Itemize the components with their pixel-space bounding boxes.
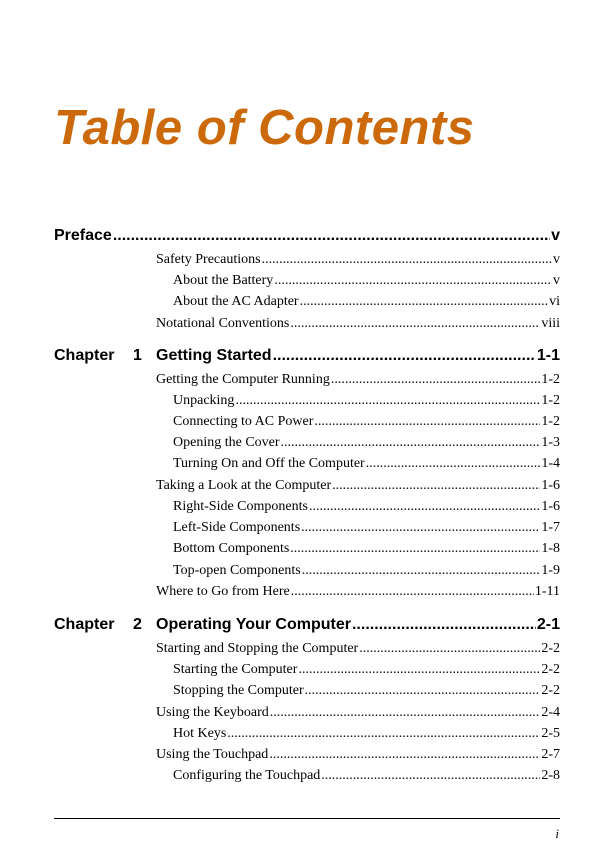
dot-leader <box>366 456 541 472</box>
toc-entry[interactable] <box>173 520 560 536</box>
toc-entry-page: v <box>553 273 560 288</box>
toc-entry-page: 1-9 <box>541 563 560 578</box>
toc-entry-label: About the AC Adapter <box>173 294 299 309</box>
toc-entry-page: 2-8 <box>541 768 560 783</box>
toc-entry[interactable] <box>173 662 560 678</box>
toc-entry-page: 1-6 <box>541 499 560 514</box>
toc-entry-page: 2-2 <box>541 683 560 698</box>
toc-entry[interactable] <box>156 316 560 332</box>
toc-entry[interactable] <box>173 435 560 451</box>
toc-entry-page: viii <box>541 316 560 331</box>
toc-entry-page: 1-8 <box>541 541 560 556</box>
page-title: Table of Contents <box>54 101 475 155</box>
dot-leader <box>331 372 541 388</box>
toc-entry-preface[interactable] <box>54 227 560 245</box>
toc-entry-label: Using the Touchpad <box>156 747 269 762</box>
chapter-prefix: Chapter <box>54 347 115 364</box>
toc-entry-page: 1-2 <box>541 372 560 387</box>
toc-entry-label: Taking a Look at the Computer <box>156 478 332 493</box>
toc-entry-label: Getting Started <box>156 347 272 364</box>
dot-leader <box>359 641 540 657</box>
toc-entry-label: Where to Go from Here <box>156 584 290 599</box>
toc-entry[interactable] <box>156 705 560 721</box>
toc-entry-chapter-1[interactable] <box>156 347 560 365</box>
dot-leader <box>262 252 552 268</box>
toc-entry-label: Connecting to AC Power <box>173 414 314 429</box>
toc-entry[interactable] <box>156 747 560 763</box>
toc-entry-label: Unpacking <box>173 393 235 408</box>
dot-leader <box>270 705 541 721</box>
toc-entry-page: 1-1 <box>536 347 560 364</box>
toc-entry[interactable] <box>173 294 560 310</box>
dot-leader <box>298 662 540 678</box>
toc-entry[interactable] <box>156 584 560 600</box>
chapter-number: 2 <box>133 616 142 633</box>
toc-entry-label: Bottom Components <box>173 541 290 556</box>
toc-entry-label: Safety Precautions <box>156 252 261 267</box>
toc-entry-page: 2-1 <box>536 616 560 633</box>
toc-entry-label: Preface <box>54 227 112 244</box>
toc-entry-chapter-2[interactable] <box>156 616 560 634</box>
dot-leader <box>281 435 541 451</box>
toc-entry-label: About the Battery <box>173 273 274 288</box>
toc-entry-label: Starting the Computer <box>173 662 298 677</box>
dot-leader <box>300 294 549 310</box>
toc-entry[interactable] <box>173 456 560 472</box>
toc-entry-page: 2-5 <box>541 726 560 741</box>
dot-leader <box>321 768 540 784</box>
toc-entry[interactable] <box>173 499 560 515</box>
toc-entry-page: 1-4 <box>541 456 560 471</box>
chapter-prefix: Chapter <box>54 616 115 633</box>
toc-entry-label: Hot Keys <box>173 726 227 741</box>
toc-entry-label: Starting and Stopping the Computer <box>156 641 359 656</box>
footer-page-number: i <box>555 826 559 841</box>
toc-entry-page: 1-2 <box>541 414 560 429</box>
toc-entry-label: Opening the Cover <box>173 435 280 450</box>
dot-leader <box>235 393 540 409</box>
toc-entry[interactable] <box>173 563 560 579</box>
toc-entry[interactable] <box>173 393 560 409</box>
toc-entry[interactable] <box>173 541 560 557</box>
toc-entry-page: 2-2 <box>541 662 560 677</box>
dot-leader <box>352 616 536 634</box>
dot-leader <box>269 747 540 763</box>
dot-leader <box>290 541 540 557</box>
toc-entry-label: Stopping the Computer <box>173 683 304 698</box>
toc-entry-page: 1-11 <box>534 584 560 599</box>
toc-entry-page: v <box>551 227 560 244</box>
toc-entry-label: Right-Side Components <box>173 499 308 514</box>
dot-leader <box>309 499 540 515</box>
toc-entry[interactable] <box>156 478 560 494</box>
toc-entry-page: 1-7 <box>541 520 560 535</box>
toc-entry-page: 1-3 <box>541 435 560 450</box>
dot-leader <box>273 347 536 365</box>
toc-entry-page: 2-7 <box>541 747 560 762</box>
toc-entry-page: vi <box>549 294 560 309</box>
chapter-number: 1 <box>133 347 142 364</box>
dot-leader <box>332 478 540 494</box>
dot-leader <box>302 563 541 579</box>
toc-entry-page: 1-6 <box>541 478 560 493</box>
toc-entry-label: Using the Keyboard <box>156 705 269 720</box>
dot-leader <box>305 683 541 699</box>
toc-entry-label: Left-Side Components <box>173 520 301 535</box>
toc-entry[interactable] <box>173 414 560 430</box>
dot-leader <box>274 273 552 289</box>
dot-leader <box>113 227 550 245</box>
toc-entry-page: 2-2 <box>541 641 560 656</box>
toc-entry-page: 1-2 <box>541 393 560 408</box>
toc-entry-label: Notational Conventions <box>156 316 290 331</box>
toc-entry-page: v <box>553 252 560 267</box>
toc-entry[interactable] <box>173 726 560 742</box>
toc-entry[interactable] <box>156 641 560 657</box>
dot-leader <box>301 520 540 536</box>
toc-entry[interactable] <box>156 252 560 268</box>
toc-entry[interactable] <box>173 683 560 699</box>
toc-entry[interactable] <box>156 372 560 388</box>
toc-entry[interactable] <box>173 273 560 289</box>
toc-entry-label: Turning On and Off the Computer <box>173 456 365 471</box>
dot-leader <box>314 414 540 430</box>
toc-entry-label: Top-open Components <box>173 563 301 578</box>
dot-leader <box>291 584 534 600</box>
toc-entry-label: Getting the Computer Running <box>156 372 330 387</box>
toc-entry-page: 2-4 <box>541 705 560 720</box>
dot-leader <box>227 726 540 742</box>
footer-rule <box>54 818 560 819</box>
toc-entry-label: Configuring the Touchpad <box>173 768 321 783</box>
dot-leader <box>290 316 540 332</box>
toc-entry-label: Operating Your Computer <box>156 616 351 633</box>
toc-entry[interactable] <box>173 768 560 784</box>
